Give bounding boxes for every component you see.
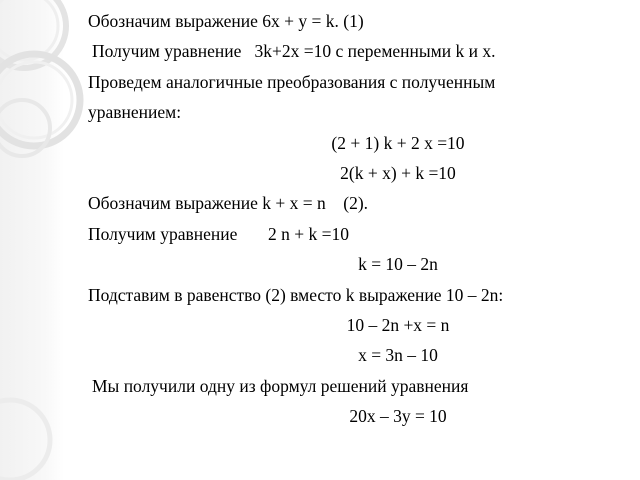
line-13	[88, 371, 628, 401]
line-3	[88, 67, 628, 97]
line-14	[88, 401, 628, 431]
line-10	[88, 280, 628, 310]
line-5	[88, 128, 628, 158]
line-11-text: 10 – 2n +x = n	[346, 314, 450, 335]
line-14-text: 20x – 3y = 10	[349, 406, 447, 427]
line-12	[88, 340, 628, 370]
line-1-text: Обозначим выражение 6x + y = k. (1)	[88, 11, 364, 31]
line-2-text: Получим уравнение 3k+2x =10 с переменными k и x.	[92, 41, 496, 62]
line-8	[88, 219, 628, 249]
line-2	[88, 36, 628, 66]
line-7	[88, 188, 628, 218]
line-6-text: 2(k + x) + k =10	[340, 162, 456, 183]
line-1	[88, 6, 628, 36]
line-11	[88, 310, 628, 340]
line-3-text: Проведем аналогичные преобразования с полученным	[88, 71, 496, 92]
slide-text	[88, 6, 628, 431]
line-6	[88, 158, 628, 188]
line-13-text: Мы получили одну из формул решений уравнения	[92, 375, 469, 396]
line-12-text: x = 3n – 10	[358, 345, 438, 366]
line-9-text: k = 10 – 2n	[358, 254, 438, 275]
line-9	[88, 249, 628, 279]
decorative-left-band	[0, 0, 64, 480]
line-8-text: Получим уравнение 2 n + k =10	[88, 223, 350, 244]
line-5-text: (2 + 1) k + 2 x =10	[331, 132, 465, 153]
line-4	[88, 97, 628, 127]
line-10-text: Подставим в равенство (2) вместо k выражение 10 – 2n:	[88, 284, 504, 305]
line-4-text: уравнением:	[88, 102, 182, 123]
line-7-text: Обозначим выражение k + x = n (2).	[88, 193, 369, 214]
